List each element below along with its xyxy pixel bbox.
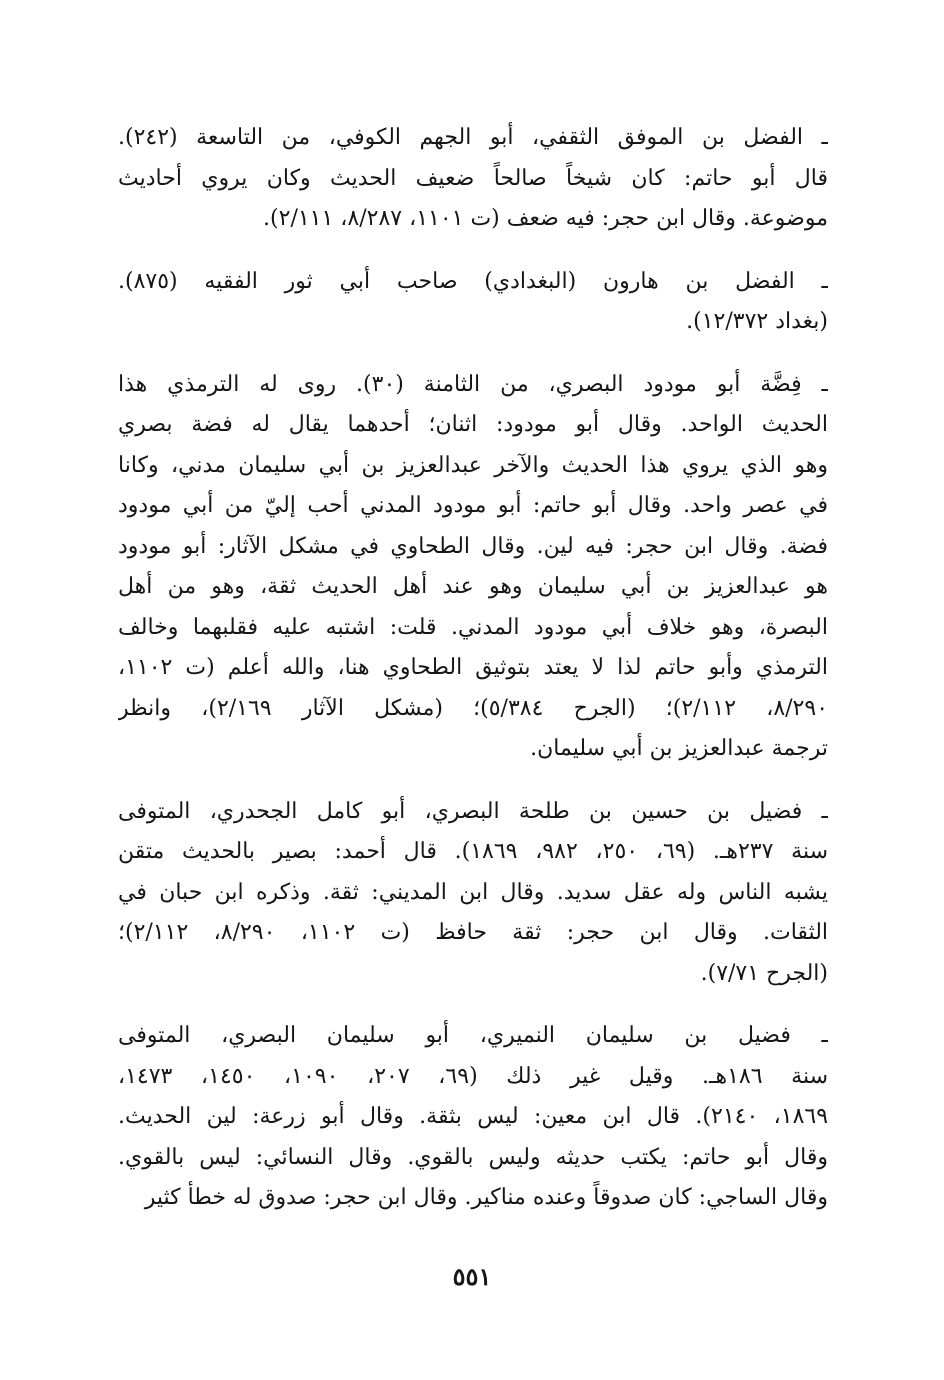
text-line: سنة ٢٣٧هـ. (٦٩، ٢٥٠، ٩٨٢، ١٨٦٩). قال أحمد: بصير بالحديث متقن xyxy=(118,839,828,864)
text-line: ـ الفضل بن هارون (البغدادي) صاحب أبي ثور الفقيه (٨٧٥). xyxy=(118,268,828,294)
text-line: (الجرح ٧/٧١). xyxy=(700,960,828,986)
text-line: ـ فضيل بن حسين بن طلحة البصري، أبو كامل الجحدري، المتوفى xyxy=(118,798,828,824)
biography-entry xyxy=(118,262,828,343)
biography-entry xyxy=(118,118,828,240)
text-line: موضوعة. وقال ابن حجر: فيه ضعف (ت ١١٠١، ٨/٢٨٧، ٢/١١١). xyxy=(263,206,828,231)
text-line: وقال أبو حاتم: يكتب حديثه وليس بالقوي. وقال النسائي: ليس بالقوي. xyxy=(118,1144,828,1170)
text-line: ـ الفضل بن الموفق الثقفي، أبو الجهم الكوفي، من التاسعة (٢٤٢). xyxy=(118,125,828,150)
text-line: قال أبو حاتم: كان شيخاً صالحاً ضعيف الحديث وكان يروي أحاديث xyxy=(118,165,828,191)
text-line: (بغداد ١٢/٣٧٢). xyxy=(686,309,828,334)
text-line: وقال الساجي: كان صدوقاً وعنده مناكير. وقال ابن حجر: صدوق له خطأ كثير xyxy=(144,1185,828,1210)
text-line: ٨/٢٩٠، ٢/١١٢)؛ (الجرح ٥/٣٨٤)؛ (مشكل الآثار ٢/١٦٩)، وانظر xyxy=(118,695,828,721)
biography-entry xyxy=(118,792,828,995)
page-body xyxy=(118,118,828,1241)
text-line: سنة ١٨٦هـ. وقيل غير ذلك (٦٩، ٢٠٧، ١٠٩٠، ١٤٥٠، ١٤٧٣، xyxy=(118,1063,828,1089)
biography-entry xyxy=(118,1016,828,1219)
text-line: الترمذي وأبو حاتم لذا لا يعتد بتوثيق الطحاوي هنا، والله أعلم (ت ١١٠٢، xyxy=(118,655,828,680)
text-line: يشبه الناس وله عقل سديد. وقال ابن المديني: ثقة. وذكره ابن حبان في xyxy=(118,879,828,905)
text-line: في عصر واحد. وقال أبو حاتم: أبو مودود المدني أحب إليّ من أبي مودود xyxy=(118,493,828,518)
text-line: الثقات. وقال ابن حجر: ثقة حافظ (ت ١١٠٢، ٨/٢٩٠، ٢/١١٢)؛ xyxy=(118,920,828,945)
text-line: ـ فِضَّة أبو مودود البصري، من الثامنة (٣٠). روى له الترمذي هذا xyxy=(118,371,828,397)
text-line: ١٨٦٩، ٢١٤٠). قال ابن معين: ليس بثقة. وقال أبو زرعة: لين الحديث. xyxy=(118,1104,828,1129)
text-line: ترجمة عبدالعزيز بن أبي سليمان. xyxy=(530,736,828,761)
page-number: ٥٥١ xyxy=(452,1262,492,1291)
text-line: وهو الذي يروي هذا الحديث والآخر عبدالعزيز بن أبي سليمان مدني، وكانا xyxy=(118,452,828,478)
text-line: هو عبدالعزيز بن أبي سليمان وهو عند أهل الحديث ثقة، وهو من أهل xyxy=(118,574,828,599)
text-line: الحديث الواحد. وقال أبو مودود: اثنان؛ أحدهما يقال له فضة بصري xyxy=(118,412,828,437)
text-line: ـ فضيل بن سليمان النميري، أبو سليمان البصري، المتوفى xyxy=(118,1023,828,1048)
biography-entry xyxy=(118,365,828,770)
text-line: البصرة، وهو خلاف أبي مودود المدني. قلت: اشتبه عليه فقلبهما وخالف xyxy=(118,614,828,640)
text-line: فضة. وقال ابن حجر: فيه لين. وقال الطحاوي في مشكل الآثار: أبو مودود xyxy=(118,533,828,559)
